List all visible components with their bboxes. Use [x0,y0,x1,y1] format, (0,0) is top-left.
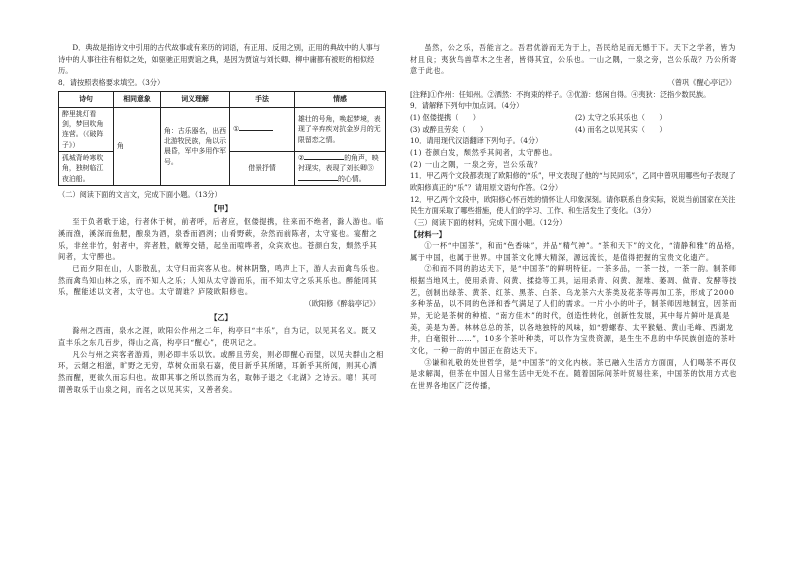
q9-row-1 [410,112,740,124]
header-emotion: 情感 [295,91,386,107]
blank-3[interactable] [298,174,338,181]
passage-yi-p1: 滁州之西南，泉水之涯，欧阳公作州之二年，构亭曰“丰乐”，自为记，以见其名义。既又直丰乐之东几百步，得山之高，构亭曰“醒心”，使巩记之。 [58,326,377,348]
material-1-p1: ①一杯“中国茶”，和而“色香味”，并品“精气神”。“茶和天下”的文化，“清静和雅”的品格，属于中国，也属于世界。中国茶文化博大精深，源远流长，是值得把握的宝贵文化遗产。 [410,241,740,262]
cell-poem-1: 醉里挑灯看剑，梦回吹角连营。（《破阵子》） [59,107,114,151]
option-d: D．典故是指诗文中引用的古代故事或有来历的词语，有正用、反用之别，正用的典故中的人事与诗中的人事往往有相似之处，如驱驰正用贾谊之典，是因为贾谊与刘长卿、柳中庸都有被贬的相似经历。 [58,43,381,76]
question-9: 9．请解释下列句中加点词。（4分） [410,101,524,111]
section-3-heading: （三）阅读下面的材料，完成下面小题。（12分） [410,217,567,227]
q10-item-1: (1) 苍颜白发，颓然乎其间者，太守醉也。 [410,147,558,157]
passage-yi-source: （曾巩《醒心亭记》） [667,77,736,87]
q10-item-2: (2) 一山之隅，一泉之旁，岂公乐哉？ [410,159,542,169]
header-technique: 手法 [230,91,295,107]
cell-poem-2: 孤城背岭寒吹角，独树临江夜泊船。 [59,152,114,186]
passage-jia-p1: 至于负者歌于途，行者休于树，前者呼，后者应，伛偻提携，往来而不绝者，滁人游也。临溪而渔，溪深而鱼肥，酿泉为酒，泉香而酒洌；山肴野蔌，杂然而前陈者，太守宴也。宴酣之乐，非丝非竹，射者中，弈者胜，觥筹交错，起坐而喧哗者，众宾欢也。苍颜白发，颓然乎其间者，太守醉也。 [58,217,384,262]
q9-item-3: (3) 或醉且劳矣（ ） [410,124,488,134]
q9-item-2: (2) 太守之乐其乐也（ ） [575,112,667,122]
question-12: 12．甲乙两个文段中，欧阳修心怀百姓的情怀让人印象深刻。请你联系自身实际，说说当前国家在关注民生方面采取了哪些措施，使人们的学习、工作、和生活发生了变化。（3分） [410,194,736,216]
material-1-p3: ③谦和礼敬的处世哲学，是“中国茶”的文化内核。茶已融入生活方方面面，人们喝茶不再仅是求解渴，但茶在中国人日常生活中无处不在。随着国际间茶叶贸易往来，中国茶的饮用方式也在世界各地区广泛传播， [410,357,738,391]
passage-yi-p2: 凡公与州之宾客者游焉，则必即丰乐以饮。或醉且劳矣，则必即醒心而望，以见夫群山之相环，云烟之相滋，旷野之无穷，草树众而泉石嘉，使目新乎其所睹，耳新乎其所闻，则其心洒然而醒，更欲久而忘归也。故即其事之所以然而为名，取韩子退之《北湖》之诗云。噫！其可谓善取乐于山泉之间，而名之以见其实，又善者矣。 [58,349,384,394]
section-2-heading: （二）阅读下面的文言文，完成下面小题。（13分） [58,190,222,200]
right-column [410,42,740,392]
cell-emotion-1: 雄壮的号角，唤起梦境，表现了辛弃疾对抗金岁月的无限留恋之情。 [295,107,386,151]
cell-image: 角 [114,107,161,186]
blank-2[interactable] [304,153,344,160]
header-meaning: 词义理解 [161,91,230,107]
header-image: 相同意象 [114,91,161,107]
passage-jia-p2: 已而夕阳在山，人影散乱，太守归而宾客从也。树林阴翳，鸣声上下，游人去而禽鸟乐也。然而禽鸟知山林之乐，而不知人之乐；人知从太守游而乐，而不知太守之乐其乐也。醉能同其乐，醒能述以文者，太守也。太守谓谁？庐陵欧阳修也。 [58,264,384,297]
annotation-note: [注释]①作州：任知州。②洒然：不拘束的样子。③优游：悠闲自得。④夷狄：泛指少数民族。 [410,89,711,99]
q9-item-4: (4) 而名之以见其实（ ） [575,124,667,134]
question-11: 11．甲乙两个文段都表现了欧阳修的“乐”，甲文表现了他的“与民同乐”，乙同中曾巩用哪些句子表现了欧阳修真正的“乐”？请用原文语句作答。（2分） [410,171,736,192]
material-1-p2: ②和而不同的韵达天下，是“中国茶”的鲜明特征。一茶多品，一茶一技，一茶一韵。制茶师根据当地风土，使用杀青、闷黄、揉捻等工具，运用杀青、闷黄、渥堆、萎凋、做青、发酵等技艺，创制出绿茶、黄茶、红茶、黑茶、白茶、乌龙茶六大茶类及花茶等再加工茶，形成了2000多种茶品，以不同的色泽和香气满足了人们的需求。一片小小的叶子，制茶师因地制宜，因茶而异，无论是茶树的种植、“南方佳木”的时代，创造性转化，创新性发展，其中每片鲜叶是真是美，美是为善。林林总总的茶，以各地独特的风味，如“碧螺春、太平猴魁、黄山毛峰、西湖龙井，白毫银针……”，10多个茶叶种类，可以作为宝贵资源，是生生不息的中华民族创造的茶叶文化，一种一韵的中国正在韵达天下。 [410,264,738,356]
cell-meaning: 角：古乐器名，出西北游牧民族，角以示晨昏，军中多用作军号。 [161,107,230,186]
table-header-row [59,91,386,107]
cell-technique-2: 借景抒情 [230,152,295,186]
blank-1[interactable] [239,124,273,131]
question-8: 8．请按照表格要求填空。（3分） [58,77,165,87]
passage-jia-title: 【甲】 [210,203,232,213]
left-column [58,42,384,395]
passage-yi-title: 【乙】 [210,312,232,322]
material-1-title: 【材料一】 [410,229,446,239]
question-10: 10．请用现代汉语翻译下列句子。（4分） [410,136,543,146]
poetry-table [58,91,386,187]
table-row [59,107,386,151]
cell-technique-1[interactable]: ① [230,107,295,151]
q9-item-1: (1) 伛偻提携（ ） [410,112,480,122]
q9-row-2 [410,124,740,136]
header-poem: 诗句 [59,91,114,107]
passage-yi-p3: 虽然，公之乐，吾能言之。吾君优游而无为于上，吾民给足而无憾于下。天下之学者，皆为材且良；夷狄鸟兽草木之生者，皆得其宜，公乐也。一山之隅，一泉之旁，岂公乐哉？乃公所寄意于此也。 [410,43,738,76]
passage-jia-source: （欧阳修《醉翁亭记》） [304,299,380,309]
cell-emotion-2[interactable]: ② 的角声，映衬现实，表现了刘长卿③的心情。 [295,152,386,186]
